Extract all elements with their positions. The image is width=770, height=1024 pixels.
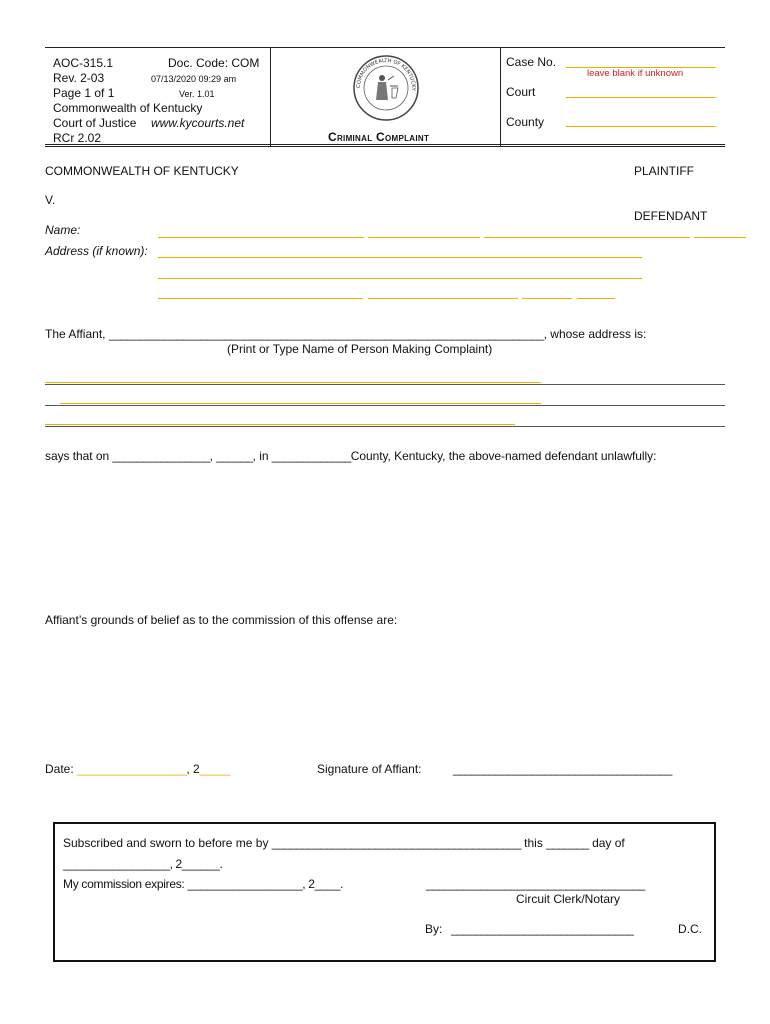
kentucky-seal-icon	[352, 54, 420, 122]
defendant-label: DEFENDANT	[634, 209, 708, 223]
affiant-caption: (Print or Type Name of Person Making Complaint)	[227, 342, 493, 356]
offense-year-field[interactable]: ______	[216, 449, 253, 463]
clerk-label: Circuit Clerk/Notary	[516, 892, 621, 906]
affiant-whose: , whose address is:	[543, 327, 647, 341]
signature-date-field[interactable]: __________________	[77, 762, 187, 776]
commonwealth-label: Commonwealth of Kentucky	[53, 101, 203, 115]
address-county-field[interactable]	[368, 298, 518, 299]
sworn-by-field[interactable]: _________________________________________	[271, 836, 521, 850]
date-label: Date:	[45, 762, 74, 776]
offense-county-field[interactable]: _____________	[271, 449, 351, 463]
versus: V.	[45, 193, 56, 207]
website-link[interactable]: www.kycourts.net	[151, 116, 245, 130]
offense-description-area[interactable]	[45, 470, 725, 600]
affiant-name-field[interactable]: _______________________________________________________________________	[108, 327, 544, 341]
offense-date-field[interactable]: ________________	[112, 449, 210, 463]
county-field[interactable]	[566, 126, 716, 127]
grounds-label: Affiant’s grounds of belief as to the commission of this offense are:	[45, 613, 398, 627]
signature-year-field[interactable]: _____	[199, 762, 231, 776]
affiant-line	[45, 327, 646, 341]
defendant-first-name-field[interactable]	[368, 237, 480, 238]
plaintiff-label: PLAINTIFF	[634, 164, 695, 178]
rule-reference: RCr 2.02	[53, 131, 102, 145]
this-text: this	[524, 836, 543, 850]
defendant-suffix-field[interactable]	[694, 237, 746, 238]
affiant-signature-field[interactable]: ____________________________________	[453, 762, 672, 776]
says-suffix: County, Kentucky, the above-named defendant unlawfully:	[350, 449, 657, 463]
deputy-clerk-field[interactable]: ______________________________	[451, 922, 634, 936]
comma: ,	[209, 449, 213, 463]
affiant-address-line-2[interactable]	[45, 405, 725, 406]
defendant-last-name-field[interactable]	[158, 237, 364, 238]
county-label: County	[506, 115, 545, 129]
plaintiff-name: COMMONWEALTH OF KENTUCKY	[45, 164, 239, 178]
grounds-description-area[interactable]	[45, 632, 725, 752]
address-label: Address (if known):	[45, 244, 148, 258]
offense-line	[45, 449, 656, 463]
address-line-2-field[interactable]	[158, 278, 642, 279]
court-field[interactable]	[566, 97, 716, 98]
name-label: Name:	[45, 223, 81, 237]
affiant-address-line-1[interactable]	[45, 424, 515, 425]
affiant-address-line-3[interactable]	[45, 426, 725, 427]
case-no-hint: leave blank if unknown	[587, 68, 684, 79]
address-state-field[interactable]	[522, 298, 572, 299]
address-city-field[interactable]	[158, 298, 363, 299]
sworn-prefix: Subscribed and sworn to before me by	[63, 836, 269, 850]
by-label: By:	[425, 922, 443, 936]
day-of-text: day of	[592, 836, 625, 850]
court-of-justice: Court of Justice	[53, 116, 137, 130]
sworn-date-field[interactable]: _________________, 2______.	[63, 857, 223, 871]
timestamp: 07/13/2020 09:29 am	[151, 74, 237, 84]
court-label: Court	[506, 85, 536, 99]
year-prefix: , 2	[186, 762, 200, 776]
form-id: AOC-315.1	[53, 56, 114, 70]
in-text: , in	[252, 449, 269, 463]
signature-label: Signature of Affiant:	[317, 762, 422, 776]
doc-code: Doc. Code: COM	[168, 56, 260, 70]
commission-expires-field[interactable]: My commission expires: __________________, 2____.	[63, 877, 344, 891]
address-zip-field[interactable]	[577, 298, 615, 299]
affiant-intro: The Affiant,	[45, 327, 109, 341]
notary-line-1	[63, 836, 625, 850]
svg-text:COMMONWEALTH OF KENTUCKY: COMMONWEALTH OF KENTUCKY	[355, 57, 417, 91]
date-line	[45, 762, 230, 776]
case-no-label: Case No.	[506, 55, 557, 69]
version: Ver. 1.01	[179, 89, 215, 99]
defendant-middle-name-field[interactable]	[484, 237, 690, 238]
form-title: Criminal Complaint	[328, 130, 430, 144]
dc-label: D.C.	[678, 922, 702, 936]
page-number: Page 1 of 1	[53, 86, 115, 100]
address-line-1-field[interactable]	[158, 257, 642, 258]
clerk-signature-field[interactable]: ____________________________________	[426, 877, 645, 891]
sworn-day-field[interactable]: _______	[546, 836, 589, 850]
says-prefix: says that on	[45, 449, 110, 463]
revision: Rev. 2-03	[53, 71, 105, 85]
